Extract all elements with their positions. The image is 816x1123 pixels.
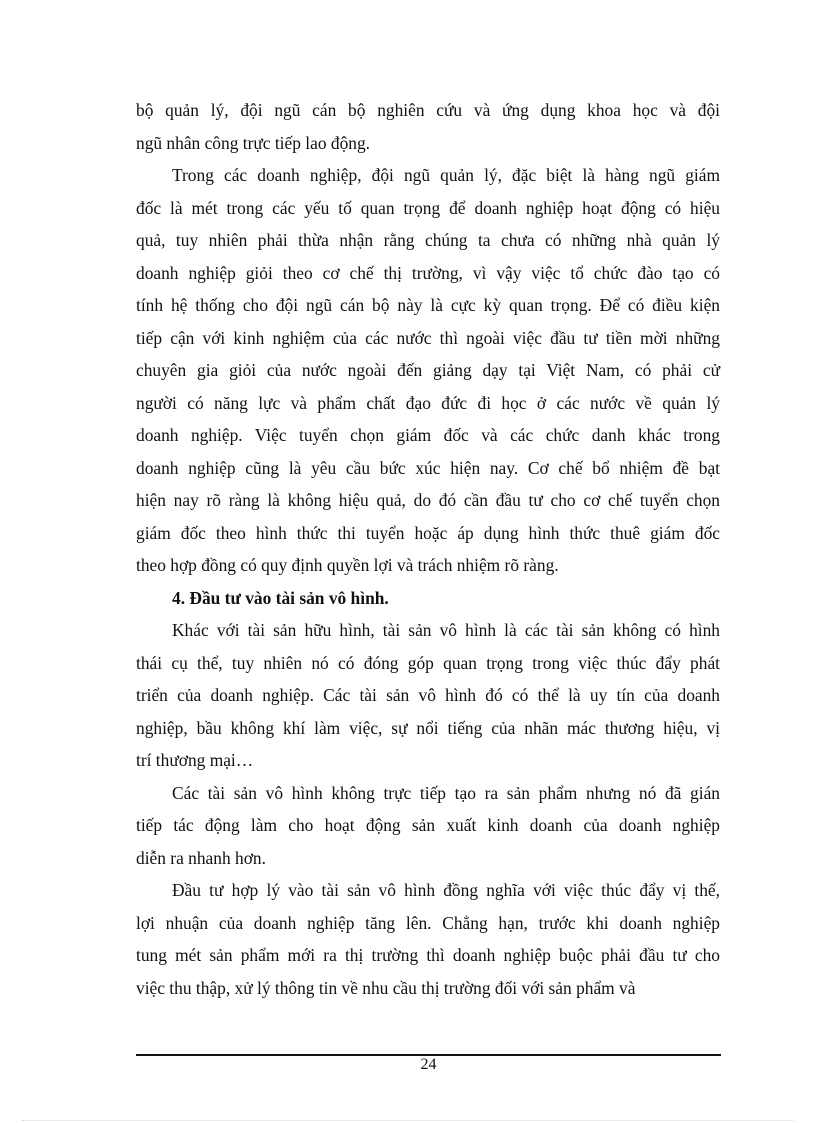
text-line: trí thương mại… [136,750,254,770]
paragraph-start-line: Khác với tài sản hữu hình, tài sản vô hình là các tài sản không có hình [172,620,720,640]
paragraph-start-line: Trong các doanh nghiệp, đội ngũ quản lý, đặc biệt là hàng ngũ giám [172,165,720,185]
text-line: hiện nay rõ ràng là không hiệu quả, do đó cần đầu tư cho cơ chế tuyển chọn [136,490,720,510]
text-line: người có năng lực và phẩm chất đạo đức đi học ở các nước về quản lý [136,392,720,413]
text-line: tính hệ thống cho đội ngũ cán bộ này là cực kỳ quan trọng. Để có điều kiện [136,295,720,315]
text-line: doanh nghiệp. Việc tuyển chọn giám đốc và các chức danh khác trong [136,425,720,445]
text-line: tung mét sản phẩm mới ra thị trường thì doanh nghiệp buộc phải đầu tư cho [136,945,720,965]
text-line: doanh nghiệp giỏi theo cơ chế thị trường, vì vậy việc tổ chức đào tạo có [136,262,720,283]
text-line: doanh nghiệp cũng là yêu cầu bức xúc hiện nay. Cơ chế bổ nhiệm đề bạt [136,457,720,478]
paragraph-start-line: Đầu tư hợp lý vào tài sản vô hình đồng nghĩa với việc thúc đẩy vị thế, [172,880,720,900]
text-line: triển của doanh nghiệp. Các tài sản vô hình đó có thể là uy tín của doanh [136,685,720,705]
paragraph-start-line: Các tài sản vô hình không trực tiếp tạo ra sản phẩm nhưng nó đã gián [172,782,720,803]
body-text [136,94,720,1004]
text-line: lợi nhuận của doanh nghiệp tăng lên. Chẳng hạn, trước khi doanh nghiệp [136,912,720,933]
text-line: ngũ nhân công trực tiếp lao động. [136,132,371,153]
text-line: diễn ra nhanh hơn. [136,847,266,868]
page-number: 24 [420,1056,437,1073]
text-line: quả, tuy nhiên phải thừa nhận rằng chúng ta chưa có những nhà quản lý [136,230,720,250]
section-heading: 4. Đầu tư vào tài sản vô hình. [172,587,389,608]
text-line: đốc là mét trong các yếu tố quan trọng để doanh nghiệp hoạt động có hiệu [136,197,720,218]
text-line: nghiệp, bầu không khí làm việc, sự nổi tiếng của nhãn mác thương hiệu, vị [136,717,720,738]
text-line: việc thu thập, xử lý thông tin về nhu cầu thị trường đối với sản phẩm và [136,977,636,998]
text-line: giám đốc theo hình thức thi tuyển hoặc áp dụng hình thức thuê giám đốc [136,522,720,543]
text-line: chuyên gia giỏi của nước ngoài đến giảng dạy tại Việt Nam, có phải cử [136,360,720,380]
text-line: tiếp cận với kinh nghiệm của các nước thì ngoài việc đầu tư tiền mời những [136,327,720,348]
text-line: tiếp tác động làm cho hoạt động sản xuất kinh doanh của doanh nghiệp [136,815,720,835]
text-line: theo hợp đồng có quy định quyền lợi và trách nhiệm rõ ràng. [136,555,559,575]
text-line: bộ quản lý, đội ngũ cán bộ nghiên cứu và ứng dụng khoa học và đội [136,100,720,120]
page-edge-divider [22,1120,794,1121]
text-line: thái cụ thể, tuy nhiên nó có đóng góp quan trọng trong việc thúc đẩy phát [136,652,720,673]
